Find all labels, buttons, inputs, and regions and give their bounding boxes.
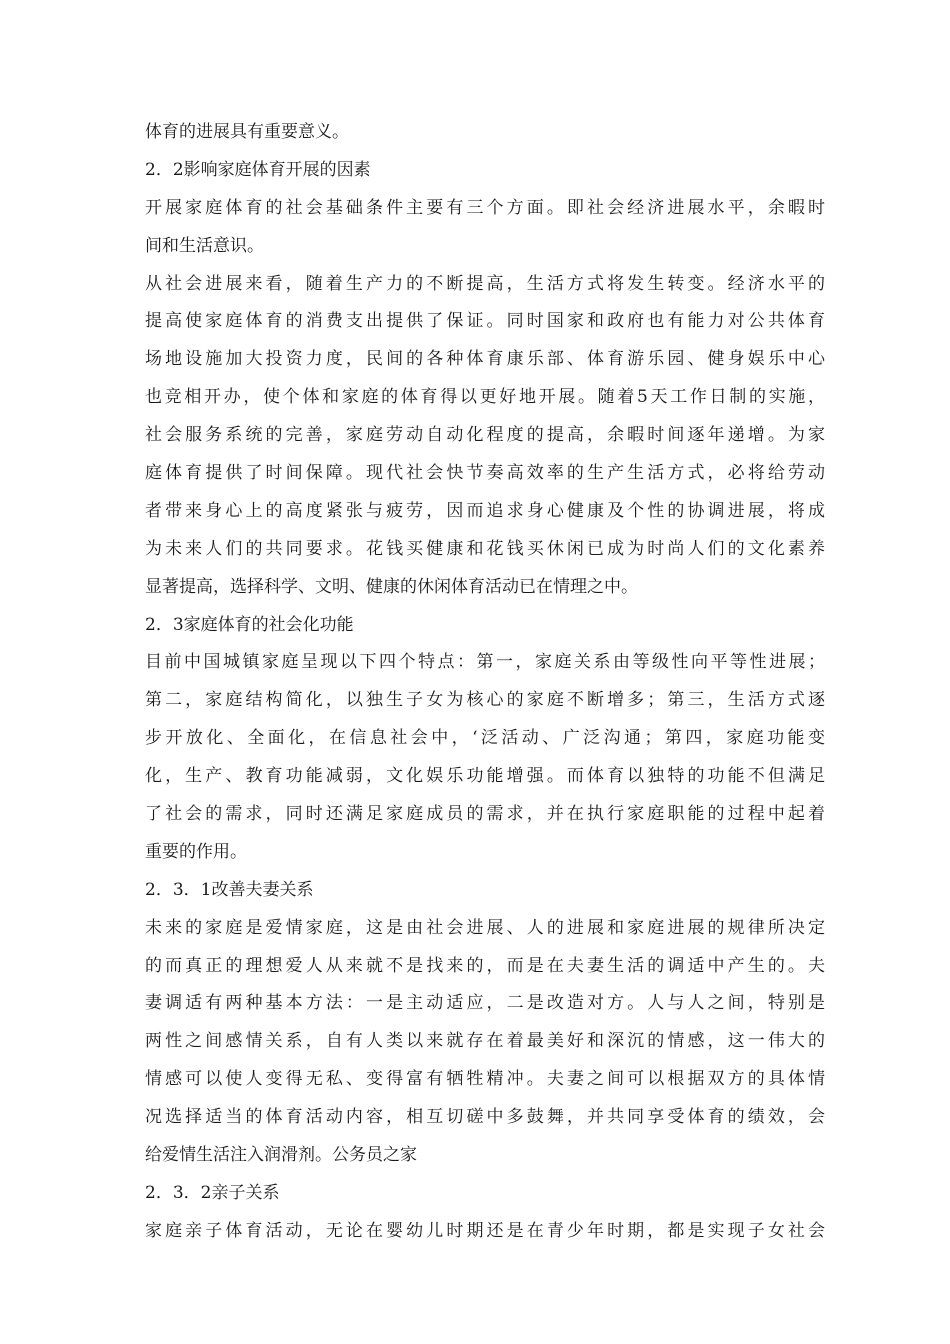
text-line: 庭体育提供了时间保障。现代社会快节奏高效率的生产生活方式，必将给劳动 <box>145 463 825 484</box>
text-line: 化，生产、教育功能减弱，文化娱乐功能增强。而体育以独特的功能不但满足 <box>145 766 825 787</box>
text-line: 给爱情生活注入润滑剂。公务员之家 <box>145 1145 417 1166</box>
text-line: 步开放化、全面化，在信息社会中，‘泛活动、广泛沟通；第四，家庭功能变 <box>145 728 825 749</box>
text-line: 显著提高，选择科学、文明、健康的休闲体育活动已在情理之中。 <box>145 576 638 597</box>
text-line: 未来的家庭是爱情家庭，这是由社会进展、人的进展和家庭进展的规律所决定 <box>145 917 825 938</box>
text-line: 2．3．2亲子关系 <box>145 1182 280 1203</box>
text-line: 社会服务系统的完善，家庭劳动自动化程度的提高，余暇时间逐年递增。为家 <box>145 425 825 446</box>
text-line: 为未来人们的共同要求。花钱买健康和花钱买休闲已成为时尚人们的文化素养 <box>145 538 825 559</box>
text-line: 情感可以使人变得无私、变得富有牺牲精冲。夫妻之间可以根据双方的具体情 <box>145 1069 825 1090</box>
text-line: 妻调适有两种基本方法：一是主动适应，二是改造对方。人与人之间，特别是 <box>145 993 825 1014</box>
text-line: 况选择适当的体育活动内容，相互切磋中多鼓舞，并共同享受体育的绩效，会 <box>145 1107 825 1128</box>
text-line: 体育的进展具有重要意义。 <box>145 122 349 142</box>
text-line: 重要的作用。 <box>145 841 247 862</box>
text-line: 提高使家庭体育的消费支出提供了保证。同时国家和政府也有能力对公共体育 <box>145 311 825 332</box>
text-line: 目前中国城镇家庭呈现以下四个特点：第一，家庭关系由等级性向平等性进展； <box>145 652 825 673</box>
text-line: 场地设施加大投资力度，民间的各种体育康乐部、体育游乐园、健身娱乐中心 <box>145 349 825 370</box>
text-line: 从社会进展来看，随着生产力的不断提高，生活方式将发生转变。经济水平的 <box>145 273 825 294</box>
text-line: 家庭亲子体育活动，无论在婴幼儿时期还是在青少年时期，都是实现子女社会 <box>145 1220 825 1241</box>
text-line: 者带来身心上的高度紧张与疲劳，因而追求身心健康及个性的协调进展，将成 <box>145 500 825 521</box>
text-line: 2．3．1改善夫妻关系 <box>145 879 314 900</box>
text-line: 2．3家庭体育的社会化功能 <box>145 614 354 635</box>
text-line: 也竞相开办，使个体和家庭的体育得以更好地开展。随着5天工作日制的实施， <box>145 387 825 408</box>
text-line: 第二，家庭结构简化，以独生子女为核心的家庭不断增多；第三，生活方式逐 <box>145 690 825 711</box>
text-line: 开展家庭体育的社会基础条件主要有三个方面。即社会经济进展水平，余暇时 <box>145 197 825 218</box>
text-line: 两性之间感情关系，自有人类以来就存在着最美好和深沉的情感，这一伟大的 <box>145 1031 825 1052</box>
text-line: 了社会的需求，同时还满足家庭成员的需求，并在执行家庭职能的过程中起着 <box>145 804 825 825</box>
text-line: 间和生活意识。 <box>145 235 264 256</box>
text-line: 的而真正的理想爱人从来就不是找来的，而是在夫妻生活的调适中产生的。夫 <box>145 955 825 976</box>
document-body <box>145 114 825 1251</box>
text-line: 2．2影响家庭体育开展的因素 <box>145 159 371 180</box>
